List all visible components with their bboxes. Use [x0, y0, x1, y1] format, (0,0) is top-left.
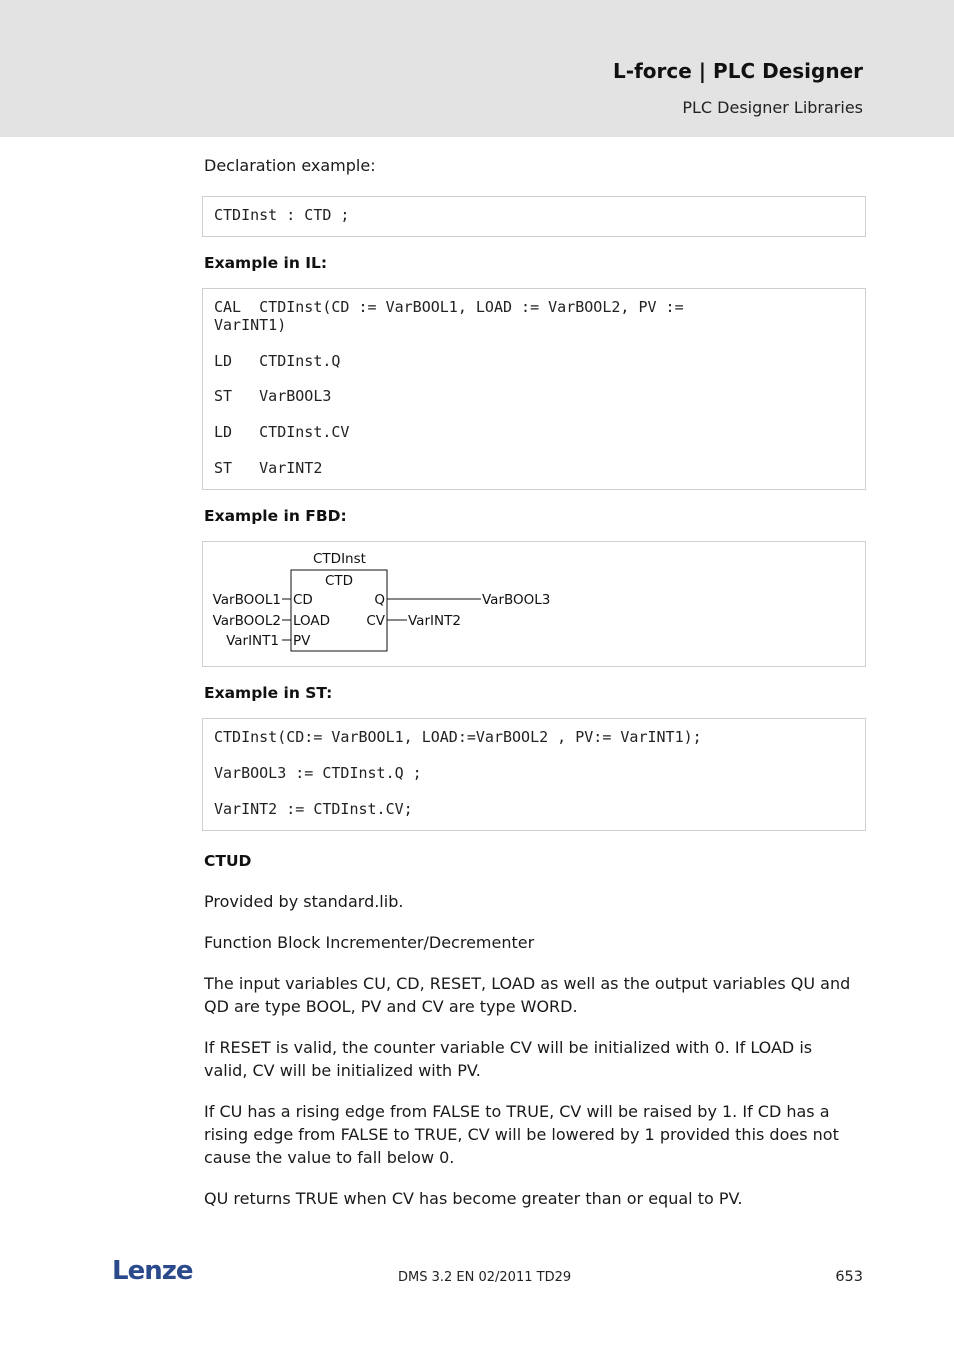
il-code-line: ST VarINT2 — [214, 459, 323, 477]
st-code-line: CTDInst(CD:= VarBOOL1, LOAD:=VarBOOL2 , PV:= VarINT1); — [214, 728, 702, 746]
paragraph: If RESET is valid, the counter variable CV will be initialized with 0. If LOAD is valid, CV will be initialized with PV. — [204, 1038, 813, 1080]
declaration-label: Declaration example: — [204, 156, 376, 175]
ctud-heading: CTUD — [204, 852, 252, 870]
fbd-block-type: CTD — [325, 573, 354, 589]
footer-doc-id: DMS 3.2 EN 02/2011 TD29 — [398, 1270, 572, 1285]
st-code-line: VarINT2 := CTDInst.CV; — [214, 800, 413, 818]
paragraph: If CU has a rising edge from FALSE to TRUE, CV will be raised by 1. If CD has a rising edge from FALSE to TRUE, CV will be lowered by 1 provided this does not cause the value to fall below 0. — [204, 1102, 839, 1167]
fbd-heading: Example in FBD: — [204, 507, 347, 525]
fbd-pin-label: Q — [374, 592, 385, 608]
declaration-code: CTDInst : CTD ; — [214, 206, 350, 224]
paragraph: The input variables CU, CD, RESET, LOAD as well as the output variables QU and QD are type BOOL, PV and CV are type WORD. — [204, 974, 851, 1016]
fbd-pin-label: CD — [293, 592, 313, 608]
fbd-input-var: VarINT1 — [226, 633, 279, 649]
paragraph: Function Block Incrementer/Decrementer — [204, 933, 535, 952]
st-heading: Example in ST: — [204, 684, 333, 702]
st-code-box — [202, 718, 866, 831]
il-heading: Example in IL: — [204, 254, 328, 272]
paragraph: QU returns TRUE when CV has become greater than or equal to PV. — [204, 1189, 743, 1208]
fbd-output-var: VarBOOL3 — [482, 592, 551, 608]
il-code-line: LD CTDInst.Q — [214, 352, 341, 370]
fbd-diagram — [203, 542, 865, 666]
il-code-line: CAL CTDInst(CD := VarBOOL1, LOAD := VarBOOL2, PV := — [214, 298, 684, 316]
fbd-pin-label: LOAD — [293, 613, 331, 629]
fbd-output-var: VarINT2 — [408, 613, 461, 629]
header-title: L-force | PLC Designer — [613, 59, 863, 83]
il-code-line: LD CTDInst.CV — [214, 423, 350, 441]
page-number: 653 — [835, 1269, 863, 1285]
page-header — [0, 0, 954, 137]
paragraph: Provided by standard.lib. — [204, 892, 404, 911]
fbd-diagram-box — [202, 541, 866, 667]
fbd-pin-label: CV — [366, 613, 385, 629]
il-code-line: VarINT1) — [214, 316, 287, 334]
lenze-logo: Lenze — [112, 1256, 193, 1286]
fbd-instance-name: CTDInst — [313, 551, 366, 567]
il-code-line: ST VarBOOL3 — [214, 387, 332, 405]
st-code-line: VarBOOL3 := CTDInst.Q ; — [214, 764, 422, 782]
fbd-input-var: VarBOOL1 — [212, 592, 281, 608]
fbd-input-var: VarBOOL2 — [212, 613, 281, 629]
fbd-pin-label: PV — [293, 633, 311, 649]
header-subtitle: PLC Designer Libraries — [682, 98, 863, 117]
declaration-code-box — [202, 196, 866, 237]
il-code-box — [202, 288, 866, 490]
